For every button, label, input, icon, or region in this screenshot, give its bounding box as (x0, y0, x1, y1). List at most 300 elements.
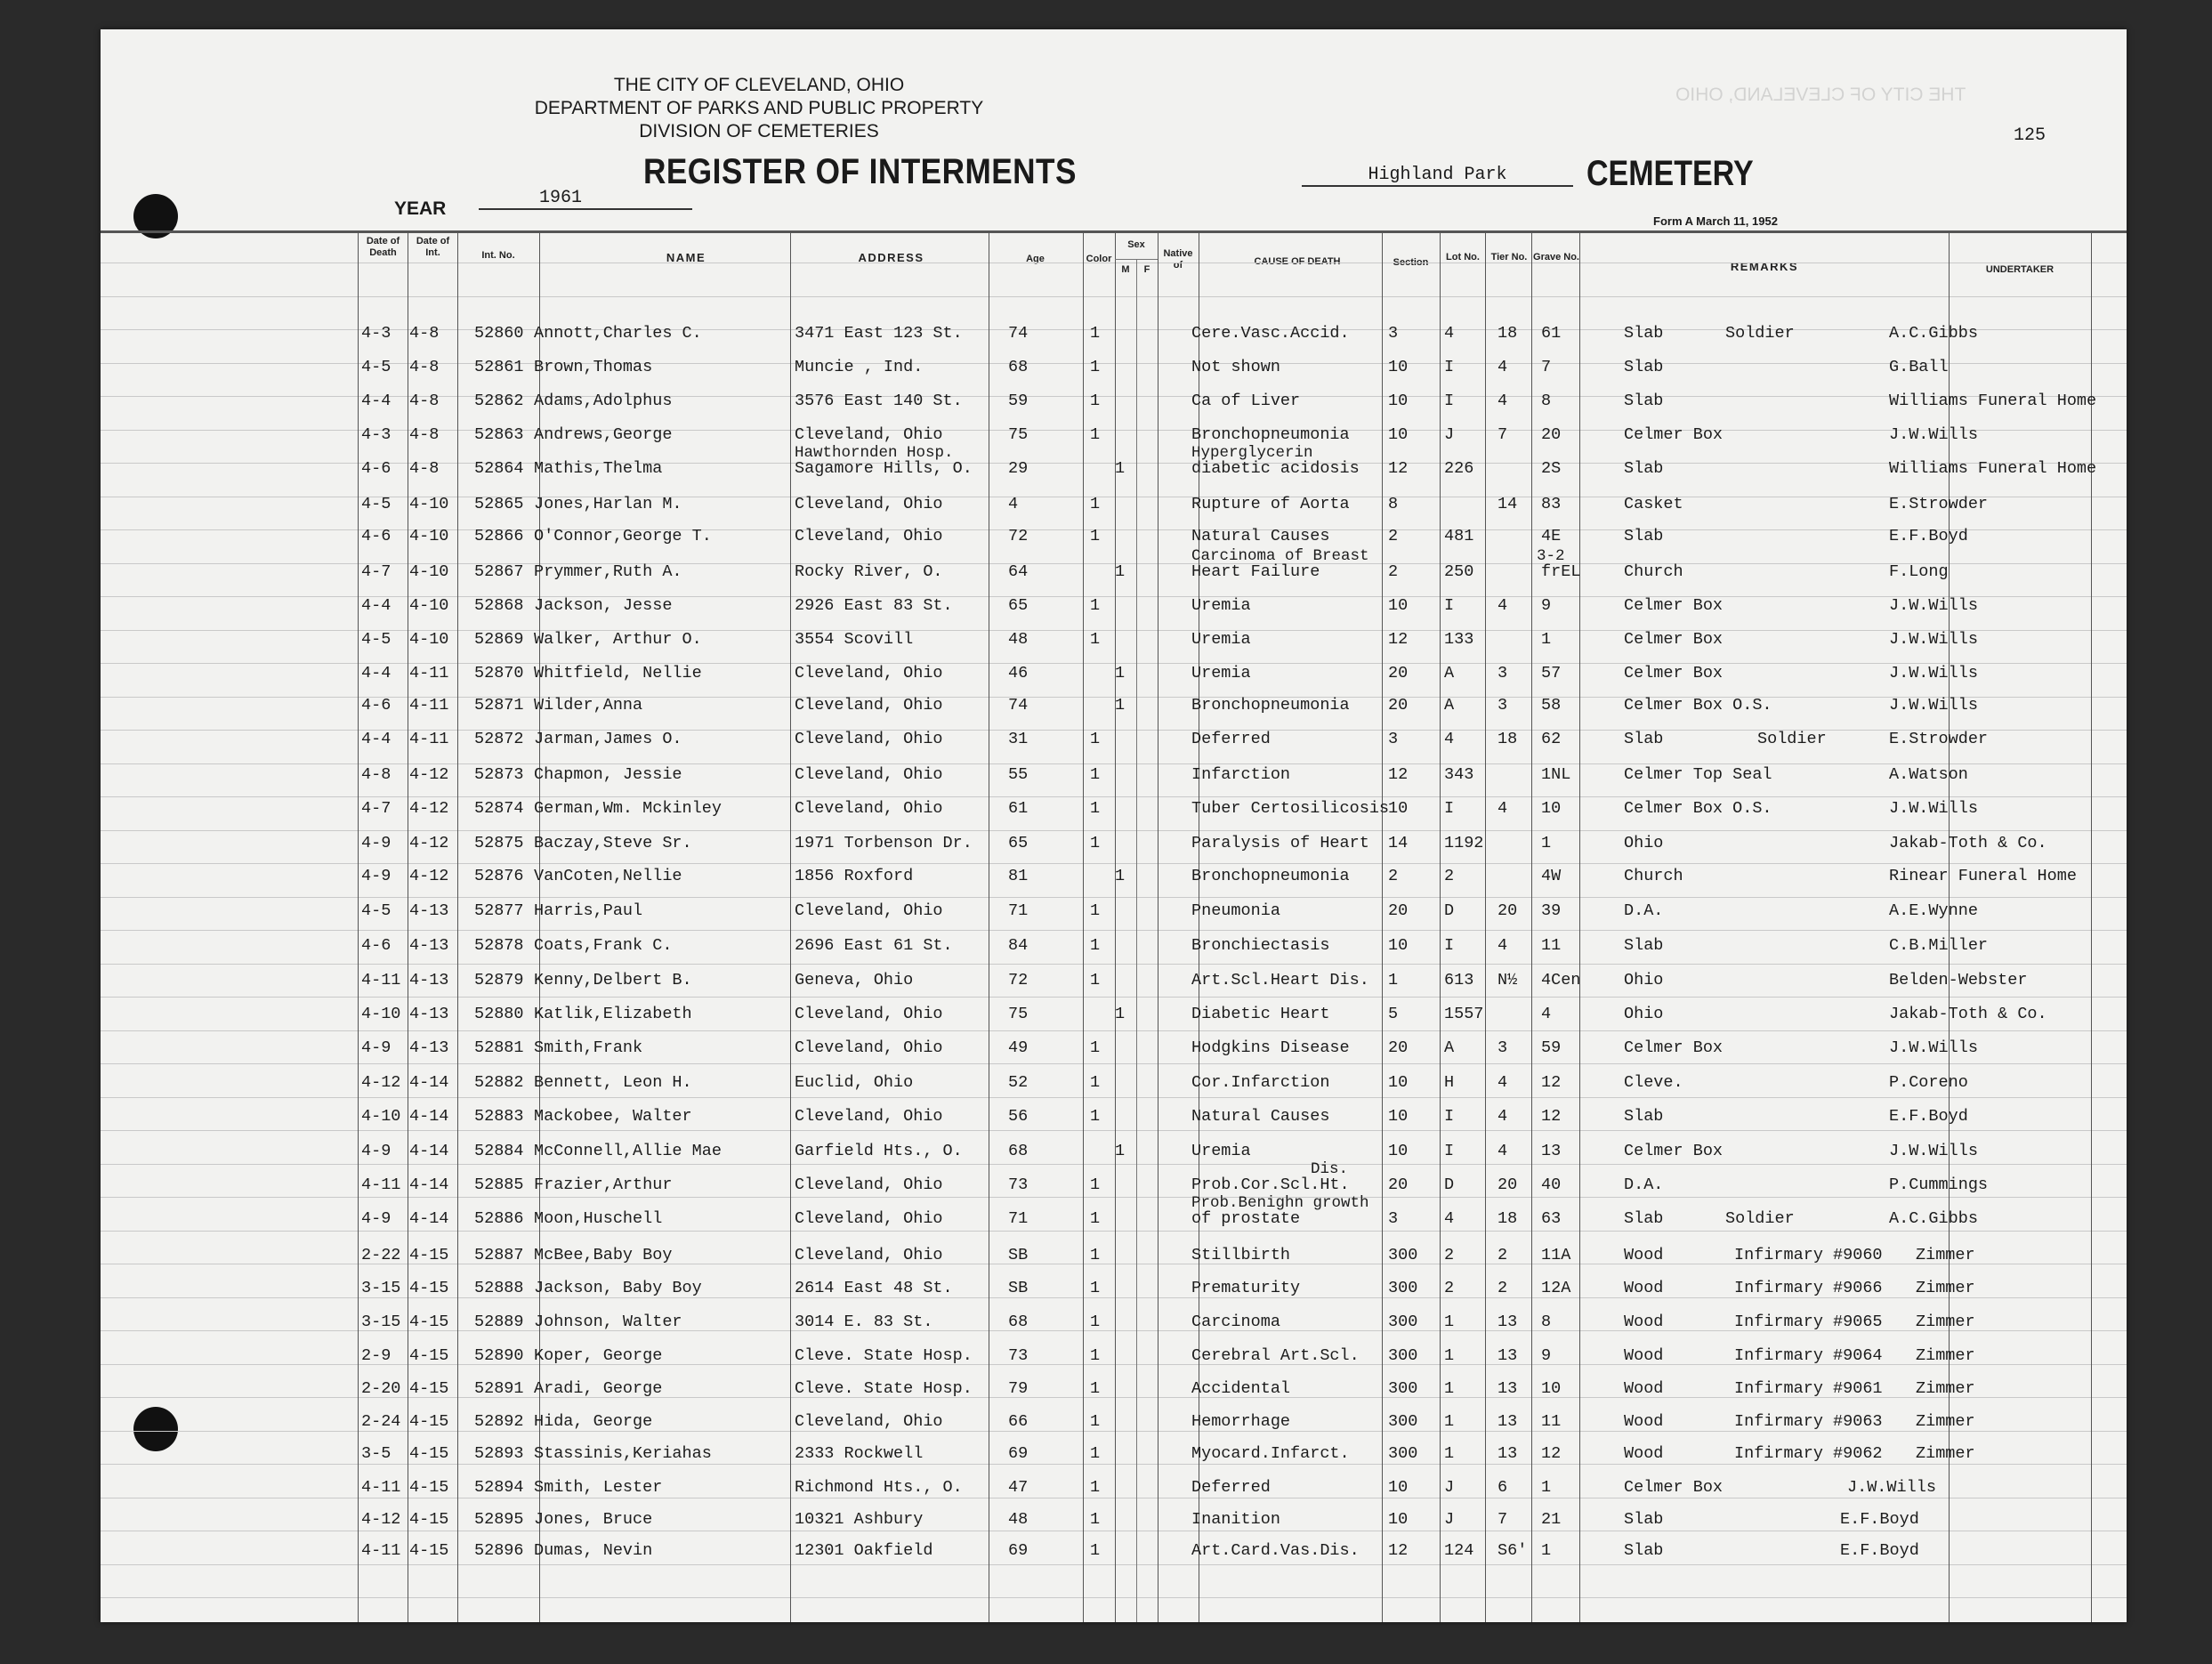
section: 20 (1388, 664, 1409, 683)
remarks: Ohio (1624, 834, 1664, 852)
undertaker: A.Watson (1889, 765, 1968, 784)
death-date: 4-11 (361, 1478, 401, 1497)
section: 3 (1388, 324, 1399, 343)
sex-male: 1 (1090, 765, 1101, 784)
age: 73 (1008, 1346, 1029, 1365)
grave-number: 62 (1541, 730, 1562, 748)
tier-number: 13 (1498, 1313, 1518, 1331)
undertaker: Zimmer (1916, 1379, 1975, 1398)
interment-number: 52862 (474, 392, 524, 410)
age: 64 (1008, 562, 1029, 581)
interment-number: 52880 (474, 1005, 524, 1023)
sex-male: 1 (1090, 1246, 1101, 1264)
remarks: Slab (1624, 324, 1664, 343)
age: 73 (1008, 1175, 1029, 1194)
age: 68 (1008, 1313, 1029, 1331)
section: 300 (1388, 1379, 1418, 1398)
address: Cleveland, Ohio (795, 664, 943, 683)
undertaker: P.Cummings (1889, 1175, 1989, 1194)
interment-number: 52885 (474, 1175, 524, 1194)
grave-number: 10 (1541, 1379, 1562, 1398)
interment-date: 4-13 (409, 971, 449, 990)
grave-number: 4W (1541, 867, 1562, 885)
cause-of-death: Prematurity (1191, 1279, 1301, 1297)
interment-number: 52892 (474, 1412, 524, 1431)
tier-number: 13 (1498, 1379, 1518, 1398)
name: Adams,Adolphus (534, 392, 673, 410)
interment-number: 52890 (474, 1346, 524, 1365)
address: 1971 Torbenson Dr. (795, 834, 973, 852)
death-date: 4-5 (361, 358, 392, 376)
undertaker: E.Strowder (1889, 495, 1989, 513)
lot-number: 343 (1444, 765, 1474, 784)
grave-number: 12A (1541, 1279, 1571, 1297)
grave-number: 2S (1541, 459, 1562, 478)
age: 81 (1008, 867, 1029, 885)
remarks: Wood (1624, 1412, 1664, 1431)
cause-of-death: Heart Failure (1191, 562, 1320, 581)
column-divider (1083, 230, 1084, 1622)
column-divider (358, 230, 359, 1622)
age: 29 (1008, 459, 1029, 478)
col-lot: Lot No. (1446, 252, 1480, 263)
death-date: 3-15 (361, 1279, 401, 1297)
tier-number: 4 (1498, 1142, 1508, 1160)
remarks: Celmer Box O.S. (1624, 696, 1772, 715)
interment-number: 52866 (474, 527, 524, 545)
undertaker: Belden-Webster (1889, 971, 2028, 990)
sex-male: 1 (1090, 425, 1101, 444)
death-date: 4-9 (361, 1209, 392, 1228)
age: 75 (1008, 425, 1029, 444)
interment-number: 52896 (474, 1541, 524, 1560)
grave-number: 1NL (1541, 765, 1571, 784)
column-divider (457, 230, 458, 1622)
name: Jackson, Jesse (534, 596, 673, 615)
name: Harris,Paul (534, 901, 643, 920)
section: 8 (1388, 495, 1399, 513)
address: Cleveland, Ohio (795, 1107, 943, 1126)
sex-male: 1 (1090, 358, 1101, 376)
ruled-line (101, 997, 2127, 998)
interment-number: 52864 (474, 459, 524, 478)
address: Geneva, Ohio (795, 971, 914, 990)
undertaker: Zimmer (1916, 1246, 1975, 1264)
death-date: 4-9 (361, 867, 392, 885)
remarks: Wood (1624, 1346, 1664, 1365)
tier-number: 13 (1498, 1444, 1518, 1463)
section: 2 (1388, 867, 1399, 885)
death-date: 4-4 (361, 664, 392, 683)
tier-number: 3 (1498, 1038, 1508, 1057)
remarks: Slab (1624, 1510, 1664, 1529)
age: 65 (1008, 596, 1029, 615)
interment-date: 4-10 (409, 495, 449, 513)
col-undertaker: UNDERTAKER (1985, 264, 2055, 275)
tier-number: 20 (1498, 1175, 1518, 1194)
address: Cleveland, Ohio (795, 1038, 943, 1057)
address: Cleveland, Ohio (795, 1209, 943, 1228)
grave-number: 20 (1541, 425, 1562, 444)
grave-number: 1 (1541, 1478, 1552, 1497)
col-tier: Tier No. (1490, 252, 1528, 263)
interment-date: 4-14 (409, 1107, 449, 1126)
interment-number: 52887 (474, 1246, 524, 1264)
cause-of-death: Not shown (1191, 358, 1280, 376)
lot-number: I (1444, 1107, 1455, 1126)
remarks: Cleve. (1624, 1073, 1683, 1092)
interment-date: 4-12 (409, 799, 449, 818)
cause-of-death: Natural Causes (1191, 527, 1330, 545)
sex-male: 1 (1090, 901, 1101, 920)
remarks-note: Infirmary #9063 (1734, 1412, 1883, 1431)
interment-date: 4-10 (409, 527, 449, 545)
lot-number: 4 (1444, 730, 1455, 748)
tier-number: 7 (1498, 1510, 1508, 1529)
grave-number: 58 (1541, 696, 1562, 715)
address: 1856 Roxford (795, 867, 914, 885)
name: Whitfield, Nellie (534, 664, 702, 683)
address: 10321 Ashbury (795, 1510, 924, 1529)
age: 68 (1008, 358, 1029, 376)
cause-of-death: Cor.Infarction (1191, 1073, 1330, 1092)
age: 66 (1008, 1412, 1029, 1431)
death-date: 4-5 (361, 901, 392, 920)
lot-number: 1 (1444, 1346, 1455, 1365)
cause-of-death: Uremia (1191, 1142, 1251, 1160)
address: Cleveland, Ohio (795, 799, 943, 818)
name: Dumas, Nevin (534, 1541, 653, 1560)
remarks: Slab (1624, 358, 1664, 376)
remarks: Wood (1624, 1246, 1664, 1264)
cause-of-death: Deferred (1191, 1478, 1271, 1497)
death-date: 4-6 (361, 696, 392, 715)
sex-male: 1 (1090, 596, 1101, 615)
age: 74 (1008, 324, 1029, 343)
tier-number: 14 (1498, 495, 1518, 513)
sex-female: 1 (1115, 1142, 1126, 1160)
page-number: 125 (2014, 125, 2047, 146)
sex-divider (1136, 259, 1137, 1622)
sex-male: 1 (1090, 1038, 1101, 1057)
cause-of-death: Hodgkins Disease (1191, 1038, 1350, 1057)
sex-subheader-rule (1115, 259, 1158, 260)
interment-number: 52877 (474, 901, 524, 920)
col-age: Age (1026, 254, 1045, 264)
address: 3576 East 140 St. (795, 392, 963, 410)
grave-number: 11A (1541, 1246, 1571, 1264)
section: 12 (1388, 630, 1409, 649)
name: Kenny,Delbert B. (534, 971, 692, 990)
address: Sagamore Hills, O. (795, 459, 973, 478)
interment-number: 52870 (474, 664, 524, 683)
cause-of-death: Cere.Vasc.Accid. (1191, 324, 1350, 343)
register-title: REGISTER OF INTERMENTS (643, 152, 1077, 191)
grave-number: 63 (1541, 1209, 1562, 1228)
lot-number: 4 (1444, 324, 1455, 343)
col-cause: CAUSE OF DEATH (1254, 256, 1341, 267)
death-date: 4-6 (361, 527, 392, 545)
grave-number: 4 (1541, 1005, 1552, 1023)
death-date: 2-9 (361, 1346, 392, 1365)
address: Cleveland, Ohio (795, 425, 943, 444)
name: Frazier,Arthur (534, 1175, 673, 1194)
ruled-line (101, 897, 2127, 898)
death-date: 4-7 (361, 799, 392, 818)
undertaker: C.B.Miller (1889, 936, 1989, 955)
death-date: 4-5 (361, 630, 392, 649)
age: 31 (1008, 730, 1029, 748)
sex-male: 1 (1090, 1073, 1101, 1092)
undertaker: J.W.Wills (1889, 1142, 1978, 1160)
section: 3 (1388, 730, 1399, 748)
address: 2333 Rockwell (795, 1444, 924, 1463)
address: Cleveland, Ohio (795, 1005, 943, 1023)
section: 10 (1388, 392, 1409, 410)
department-name: DEPARTMENT OF PARKS AND PUBLIC PROPERTY (534, 98, 984, 118)
name: Walker, Arthur O. (534, 630, 702, 649)
lot-number: A (1444, 1038, 1455, 1057)
lot-number: J (1444, 425, 1455, 444)
lot-number: 613 (1444, 971, 1474, 990)
cause-of-death: Myocard.Infarct. (1191, 1444, 1350, 1463)
section: 300 (1388, 1246, 1418, 1264)
sex-male: 1 (1090, 1510, 1101, 1529)
grave-number: 8 (1541, 392, 1552, 410)
undertaker: Jakab-Toth & Co. (1889, 1005, 2047, 1023)
address: 3554 Scovill (795, 630, 914, 649)
section: 10 (1388, 936, 1409, 955)
cause-of-death: Bronchopneumonia (1191, 696, 1350, 715)
tier-number: S6' (1498, 1541, 1528, 1560)
sex-female: 1 (1115, 867, 1126, 885)
interment-number: 52873 (474, 765, 524, 784)
age: 59 (1008, 392, 1029, 410)
remarks-note: Infirmary #9066 (1734, 1279, 1883, 1297)
remarks: Slab (1624, 936, 1664, 955)
address: Cleveland, Ohio (795, 1175, 943, 1194)
lot-number: 124 (1444, 1541, 1474, 1560)
col-sex: Sex (1127, 239, 1145, 250)
interment-number: 52893 (474, 1444, 524, 1463)
remarks: Celmer Box (1624, 596, 1724, 615)
death-date: 4-11 (361, 971, 401, 990)
section: 20 (1388, 696, 1409, 715)
age: 72 (1008, 971, 1029, 990)
address: Euclid, Ohio (795, 1073, 914, 1092)
interment-number: 52881 (474, 1038, 524, 1057)
interment-number: 52863 (474, 425, 524, 444)
interment-number: 52865 (474, 495, 524, 513)
undertaker: J.W.Wills (1889, 596, 1978, 615)
address: Cleveland, Ohio (795, 730, 943, 748)
sex-male: 1 (1090, 1279, 1101, 1297)
age: 72 (1008, 527, 1029, 545)
remarks: Wood (1624, 1279, 1664, 1297)
section: 10 (1388, 358, 1409, 376)
undertaker: P.Coreno (1889, 1073, 1968, 1092)
column-divider (790, 230, 791, 1622)
cause-of-death: Uremia (1191, 664, 1251, 683)
death-date: 4-4 (361, 392, 392, 410)
lot-number: I (1444, 596, 1455, 615)
interment-date: 4-15 (409, 1510, 449, 1529)
lot-number: 481 (1444, 527, 1474, 545)
cause-of-death: Paralysis of Heart (1191, 834, 1369, 852)
death-date: 4-6 (361, 459, 392, 478)
age: 79 (1008, 1379, 1029, 1398)
tier-number: N½ (1498, 971, 1518, 990)
col-remarks: REMARKS (1730, 260, 1799, 273)
age: 84 (1008, 936, 1029, 955)
cause-of-death: of prostate (1191, 1209, 1301, 1228)
column-divider (2091, 230, 2092, 1622)
age: 52 (1008, 1073, 1029, 1092)
grave-number: 9 (1541, 596, 1552, 615)
death-date: 4-8 (361, 765, 392, 784)
lot-number: 1 (1444, 1313, 1455, 1331)
address: Cleveland, Ohio (795, 1412, 943, 1431)
undertaker: J.W.Wills (1889, 664, 1978, 683)
death-date: 4-10 (361, 1005, 401, 1023)
ruled-line (101, 1030, 2127, 1031)
name: Andrews,George (534, 425, 673, 444)
remarks: Slab (1624, 1541, 1664, 1560)
sex-male: 1 (1090, 1541, 1101, 1560)
death-date: 4-6 (361, 936, 392, 955)
interment-number: 52889 (474, 1313, 524, 1331)
interment-date: 4-8 (409, 425, 440, 444)
undertaker: Zimmer (1916, 1444, 1975, 1463)
address: Muncie , Ind. (795, 358, 924, 376)
grave-number: 59 (1541, 1038, 1562, 1057)
col-grave: Grave No. (1533, 252, 1579, 263)
interment-date: 4-14 (409, 1209, 449, 1228)
address: Cleve. State Hosp. (795, 1379, 973, 1398)
interment-number: 52884 (474, 1142, 524, 1160)
name: German,Wm. Mckinley (534, 799, 722, 818)
lot-number: 226 (1444, 459, 1474, 478)
remarks-note: Infirmary #9061 (1734, 1379, 1883, 1398)
remarks: Celmer Box O.S. (1624, 799, 1772, 818)
lot-number: 1557 (1444, 1005, 1484, 1023)
lot-number: I (1444, 936, 1455, 955)
undertaker: E.Strowder (1889, 730, 1989, 748)
name: Stassinis,Keriahas (534, 1444, 712, 1463)
grave-number: 1 (1541, 1541, 1552, 1560)
lot-number: A (1444, 696, 1455, 715)
cause-upper-line: Hyperglycerin (1191, 444, 1313, 462)
ruled-line (101, 763, 2127, 764)
remarks: Celmer Box (1624, 664, 1724, 683)
undertaker: J.W.Wills (1847, 1478, 1936, 1497)
tier-number: 7 (1498, 425, 1508, 444)
ruled-line (101, 463, 2127, 464)
name: Baczay,Steve Sr. (534, 834, 692, 852)
age: 56 (1008, 1107, 1029, 1126)
section: 300 (1388, 1346, 1418, 1365)
col-native: Native of (1163, 248, 1193, 271)
lot-number: I (1444, 799, 1455, 818)
grave-number: 12 (1541, 1444, 1562, 1463)
age: 69 (1008, 1541, 1029, 1560)
name: Bennett, Leon H. (534, 1073, 692, 1092)
grave-number: frEL (1541, 562, 1581, 581)
lot-number: 2 (1444, 1246, 1455, 1264)
interment-date: 4-15 (409, 1279, 449, 1297)
name: McConnell,Allie Mae (534, 1142, 722, 1160)
age: 74 (1008, 696, 1029, 715)
col-date-int: Date of Int. (416, 236, 450, 258)
cause-of-death: Uremia (1191, 596, 1251, 615)
ruled-line (101, 1464, 2127, 1465)
grave-number: 13 (1541, 1142, 1562, 1160)
cause-upper-line: Prob.Benighn growth (1191, 1194, 1369, 1212)
lot-number: 133 (1444, 630, 1474, 649)
death-date: 4-5 (361, 495, 392, 513)
section: 20 (1388, 1175, 1409, 1194)
name: Prymmer,Ruth A. (534, 562, 682, 581)
cause-of-death: Bronchopneumonia (1191, 867, 1350, 885)
sex-male: 1 (1090, 1209, 1101, 1228)
tier-number: 4 (1498, 392, 1508, 410)
lot-number: I (1444, 358, 1455, 376)
section: 3 (1388, 1209, 1399, 1228)
sex-male: 1 (1090, 1175, 1101, 1194)
sex-female: 1 (1115, 696, 1126, 715)
cause-of-death: Diabetic Heart (1191, 1005, 1330, 1023)
remarks: Slab (1624, 1107, 1664, 1126)
age: 49 (1008, 1038, 1029, 1057)
section: 1 (1388, 971, 1399, 990)
name: Koper, George (534, 1346, 663, 1365)
sex-male: 1 (1090, 936, 1101, 955)
ruled-line (101, 1231, 2127, 1232)
death-date: 4-11 (361, 1541, 401, 1560)
remarks: Ohio (1624, 1005, 1664, 1023)
ruled-line (101, 1297, 2127, 1298)
year-value: 1961 (479, 188, 692, 210)
section: 10 (1388, 1478, 1409, 1497)
death-date: 4-3 (361, 324, 392, 343)
cause-of-death: Cerebral Art.Scl. (1191, 1346, 1360, 1365)
address: Cleveland, Ohio (795, 1246, 943, 1264)
interment-number: 52891 (474, 1379, 524, 1398)
ruled-line (101, 1097, 2127, 1098)
sex-male: 1 (1090, 324, 1101, 343)
sex-male: 1 (1090, 1444, 1101, 1463)
tier-number: 3 (1498, 696, 1508, 715)
section: 12 (1388, 459, 1409, 478)
table-top-rule (101, 230, 2127, 233)
age: 75 (1008, 1005, 1029, 1023)
interment-number: 52868 (474, 596, 524, 615)
death-date: 4-9 (361, 1038, 392, 1057)
section: 20 (1388, 901, 1409, 920)
ruled-line (101, 1063, 2127, 1064)
cause-of-death: Accidental (1191, 1379, 1291, 1398)
grave-number: 39 (1541, 901, 1562, 920)
lot-number: 2 (1444, 867, 1455, 885)
cause-of-death: Bronchopneumonia (1191, 425, 1350, 444)
column-divider (1579, 230, 1580, 1622)
address: Garfield Hts., O. (795, 1142, 963, 1160)
sex-male: 1 (1090, 527, 1101, 545)
undertaker: A.C.Gibbs (1889, 1209, 1978, 1228)
cause-of-death: Pneumonia (1191, 901, 1280, 920)
name: Johnson, Walter (534, 1313, 682, 1331)
interment-number: 52875 (474, 834, 524, 852)
